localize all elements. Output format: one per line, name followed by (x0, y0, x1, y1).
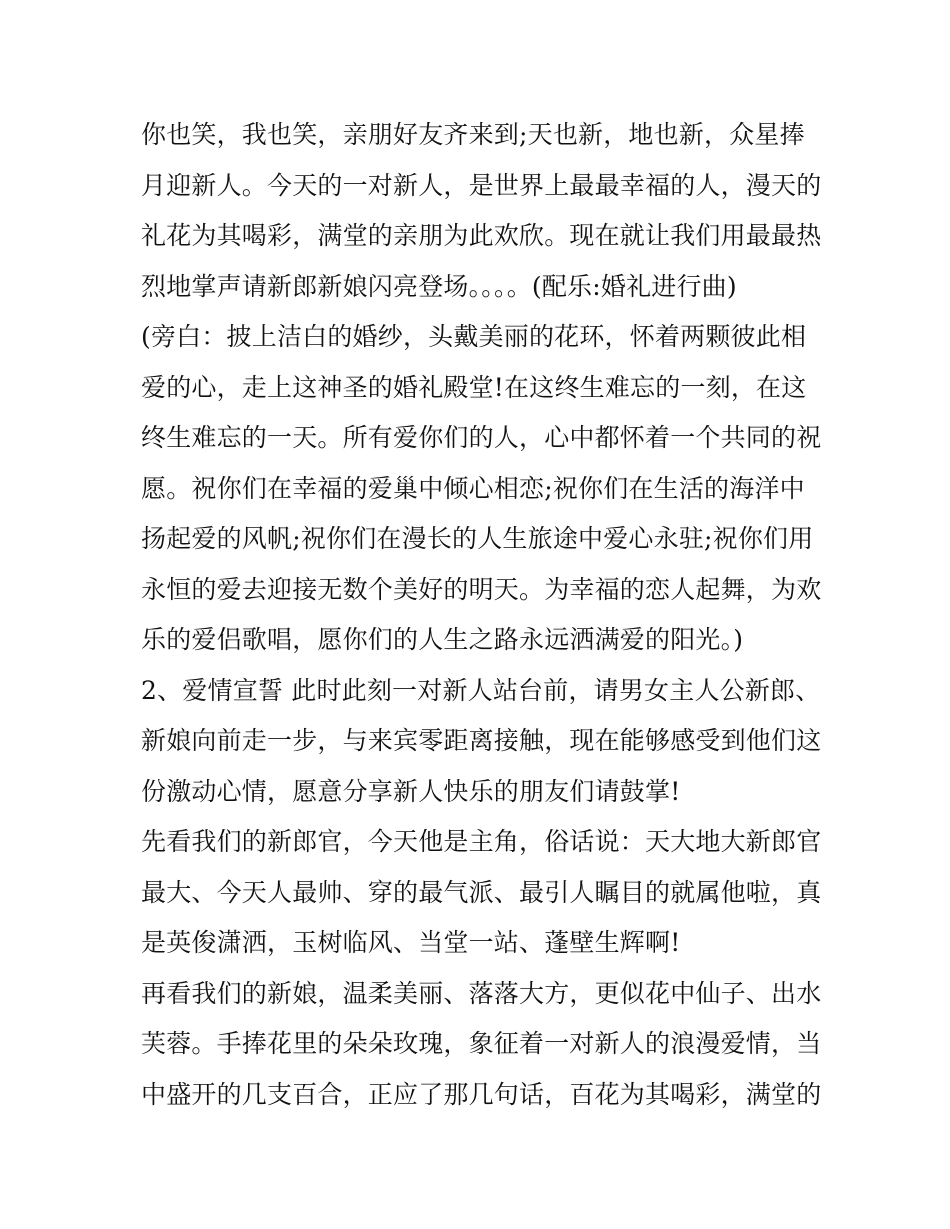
text-line: 爱的心，走上这神圣的婚礼殿堂!在这终生难忘的一刻，在这 (141, 372, 807, 402)
text-line: 芙蓉。手捧花里的朵朵玫瑰，象征着一对新人的浪漫爱情，当 (141, 1029, 822, 1058)
text-line: 永恒的爱去迎接无数个美好的明天。为幸福的恋人起舞，为欢 (141, 574, 822, 604)
text-line: 礼花为其喝彩，满堂的亲朋为此欢欣。现在就让我们用最最热 (141, 221, 822, 250)
text-line: 是英俊潇洒，玉树临风、当堂一站、蓬壁生辉啊! (141, 928, 681, 957)
text-line: (旁白：披上洁白的婚纱，头戴美丽的花环，怀着两颗彼此相 (141, 322, 807, 351)
text-line: 你也笑，我也笑，亲朋好友齐来到;天也新，地也新，众星捧 (141, 120, 805, 149)
text-line: 最大、今天人最帅、穿的最气派、最引人瞩目的就属他啦，真 (141, 877, 822, 907)
text-line: 新娘向前走一步，与来宾零距离接触，现在能够感受到他们这 (141, 726, 822, 755)
body-text (141, 110, 821, 1120)
text-line: 乐的爱侣歌唱，愿你们的人生之路永远洒满爱的阳光。) (141, 625, 744, 654)
text-line: 终生难忘的一天。所有爱你们的人，心中都怀着一个共同的祝 (141, 423, 822, 452)
text-line: 先看我们的新郎官，今天他是主角，俗话说：天大地大新郎官 (141, 827, 822, 856)
text-line: 愿。祝你们在幸福的爱巢中倾心相恋;祝你们在生活的海洋中 (141, 473, 805, 503)
text-line: 月迎新人。今天的一对新人，是世界上最最幸福的人，漫天的 (141, 170, 822, 200)
text-line: 中盛开的几支百合，正应了那几句话，百花为其喝彩，满堂的 (141, 1079, 822, 1109)
text-line: 份激动心情，愿意分享新人快乐的朋友们请鼓掌! (141, 776, 681, 806)
text-line: 扬起爱的风帆;祝你们在漫长的人生旅途中爱心永驻;祝你们用 (141, 524, 814, 553)
text-line: 2、爱情宣誓 此时此刻一对新人站台前，请男女主人公新郎、 (141, 675, 821, 705)
text-line: 烈地掌声请新郎新娘闪亮登场。。。。(配乐:婚礼进行曲) (141, 271, 737, 301)
text-line: 再看我们的新娘，温柔美丽、落落大方，更似花中仙子、出水 (141, 978, 822, 1008)
